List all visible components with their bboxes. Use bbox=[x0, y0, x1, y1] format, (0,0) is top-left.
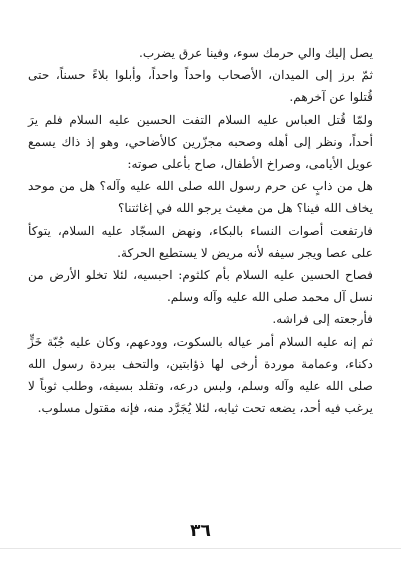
paragraph-7: فأرجعته إلى فراشه. bbox=[272, 312, 373, 327]
paragraph-1: يصل إليك والي حرمك سوء، وفينا عرق يضرب. bbox=[139, 46, 373, 60]
paragraph-5: فارتفعت أصوات النساء بالبكاء، ونهض السجّاد عليه السلام، يتوكأ على عصا ويجر سيفه لأنه مريض لا يستطيع الحركة. bbox=[28, 223, 373, 260]
paragraph-8: ثم إنه عليه السلام أمر عياله بالسكوت، وودعهم، وكان عليه جُبّة خَزٍّ دكناء، وعمامة موردة أرخى لها ذؤابتين، والتحف ببردة رسول الله صلى الله عليه وآله وسلم، ولبس درعه، وتقلد بسيفه، وطلب ثوباً لا يرغب فيه أحد، يضعه تحت ثيابه، لئلا يُجَرَّد منه، فإنه مقتول مسلوب. bbox=[28, 334, 373, 416]
bottom-divider bbox=[0, 548, 401, 549]
paragraph-3: ولمّا قُتل العباس عليه السلام التفت الحسين عليه السلام فلم يرَ أحداً، ونظر إلى أهله وصحبه مجزّرين كالأضاحي، وهو إذ ذاك يسمع عويل الأيامى، وصراخ الأطفال، صاح بأعلى صوته: bbox=[28, 112, 373, 172]
page-number: ٣٦ bbox=[190, 521, 211, 541]
paragraph-6: فصاح الحسين عليه السلام بأم كلثوم: احبسيه، لئلا تخلو الأرض من نسل آل محمد صلى الله عليه وآله وسلم. bbox=[28, 268, 373, 305]
paragraph-2: ثمّ برز إلى الميدان، الأصحاب واحداً واحداً، وأبلوا بلاءً حسناً، حتى قُتلوا عن آخرهم. bbox=[28, 68, 373, 105]
paragraph-4: هل من ذابٍ عن حرم رسول الله صلى الله عليه وآله؟ هل من موحد يخاف الله فينا؟ هل من مغيث يرجو الله في إغاثتنا؟ bbox=[28, 179, 373, 216]
page-body-text bbox=[28, 42, 373, 419]
